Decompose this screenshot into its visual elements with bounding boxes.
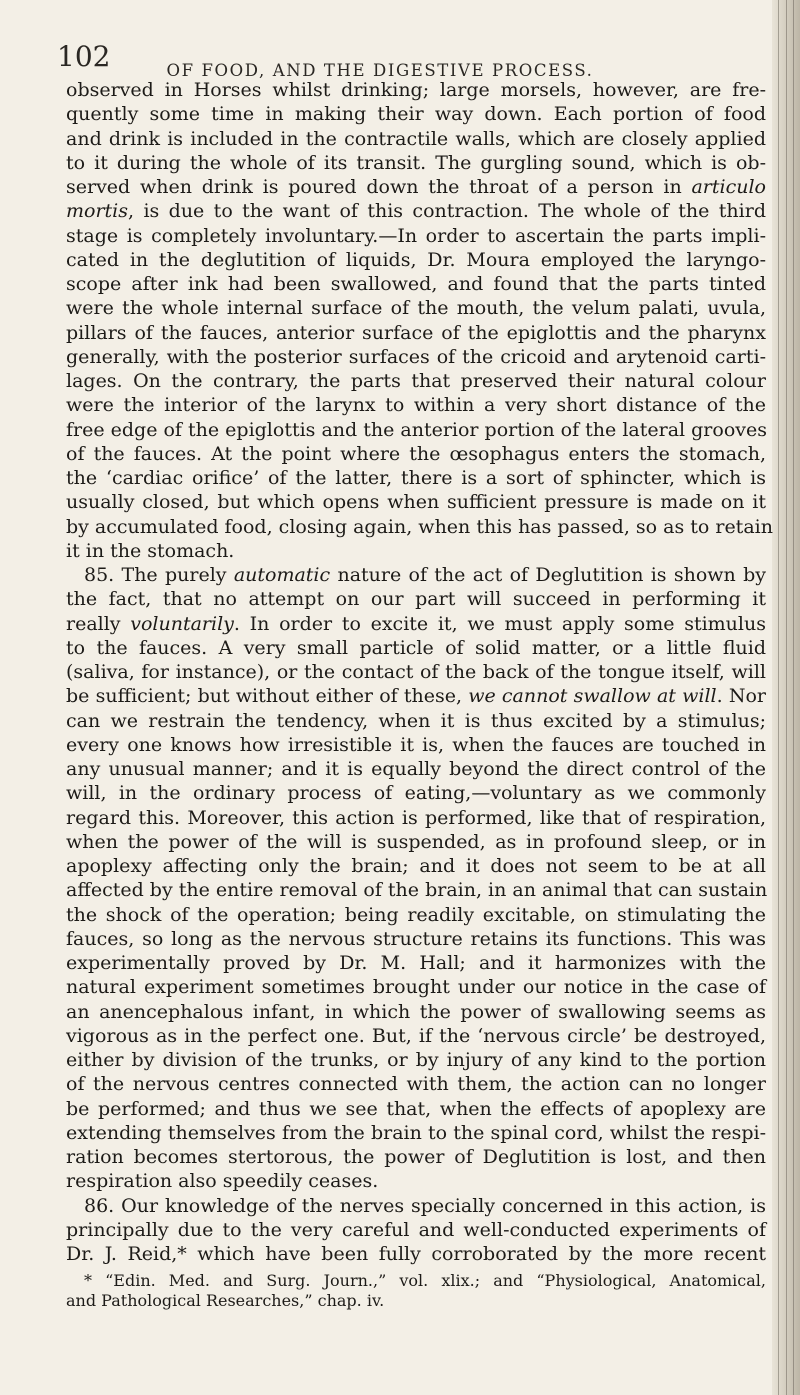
paragraph-85-start: 85. The purely automatic nature of the act of Deglutition is shown by (84, 564, 766, 586)
text-line: every one knows how irresistible it is, when the fauces are touched in (66, 733, 766, 756)
text-line: quently some time in making their way down. Each portion of food (66, 103, 766, 126)
text-line: were the whole internal surface of the mouth, the velum palati, uvula, (66, 297, 766, 320)
text-line: lages. On the contrary, the parts that preserved their natural colour (66, 370, 766, 392)
text-line: an anencephalous infant, in which the power of swallowing seems as (66, 1000, 766, 1023)
text-line: be sufficient; but without either of these, we cannot swallow at will. Nor (66, 685, 766, 708)
body-text (66, 78, 773, 1311)
text-line: free edge of the epiglottis and the anterior portion of the lateral grooves (66, 418, 767, 441)
text-line: generally, with the posterior surfaces of the cricoid and arytenoid carti- (66, 345, 766, 368)
text-line: cated in the deglutition of liquids, Dr. Moura employed the laryngo- (66, 248, 766, 271)
text-line: pillars of the fauces, anterior surface of the epiglottis and the pharynx (66, 321, 766, 344)
text-line: of the fauces. At the point where the œsophagus enters the stomach, (66, 442, 766, 465)
text-line: to it during the whole of its transit. The gurgling sound, which is ob- (66, 151, 766, 174)
text-line: when the power of the will is suspended, as in profound sleep, or in (66, 830, 766, 853)
text-line: and drink is included in the contractile walls, which are closely applied (66, 127, 766, 150)
running-title: OF FOOD, AND THE DIGESTIVE PROCESS. (166, 61, 594, 80)
text-line: really voluntarily. In order to excite it, we must apply some stimulus (66, 612, 766, 635)
text-line: fauces, so long as the nervous structure retains its functions. This was (66, 927, 766, 950)
text-line: principally due to the very careful and well-conducted experiments of (66, 1218, 766, 1241)
text-line: by accumulated food, closing again, when this has passed, so as to retain (66, 515, 773, 538)
footnote-line: * “Edin. Med. and Surg. Journ.,” vol. xlix.; and “Physiological, Anatomical, (84, 1271, 766, 1291)
text-line: usually closed, but which opens when sufficient pressure is made on it (66, 491, 766, 514)
text-line: observed in Horses whilst drinking; large morsels, however, are fre- (66, 79, 766, 101)
text-line: the shock of the operation; being readily excitable, on stimulating the (66, 903, 766, 926)
page-edge-shadow (772, 0, 800, 1395)
text-line: ration becomes stertorous, the power of Deglutition is lost, and then (66, 1146, 766, 1168)
text-line: natural experiment sometimes brought under our notice in the case of (66, 976, 766, 999)
text-line: the ‘cardiac orifice’ of the latter, there is a sort of sphincter, which is (66, 467, 766, 489)
text-line: it in the stomach. (66, 539, 235, 562)
text-line: Dr. J. Reid,* which have been fully corroborated by the more recent (66, 1243, 766, 1265)
page-number: 102 (57, 40, 111, 73)
text-line: regard this. Moreover, this action is performed, like that of respiration, (66, 806, 766, 829)
text-line: affected by the entire removal of the brain, in an animal that can sustain (66, 879, 768, 902)
text-line: apoplexy affecting only the brain; and it does not seem to be at all (66, 855, 766, 877)
page-header (0, 0, 780, 90)
text-line: the fact, that no attempt on our part will succeed in performing it (66, 588, 766, 611)
text-line: (saliva, for instance), or the contact of the back of the tongue itself, will (66, 661, 766, 683)
text-line: scope after ink had been swallowed, and found that the parts tinted (66, 273, 766, 295)
paragraph-86-start: 86. Our knowledge of the nerves specially concerned in this action, is (84, 1194, 766, 1217)
text-line: mortis, is due to the want of this contraction. The whole of the third (66, 200, 766, 223)
footnote-line: and Pathological Researches,” chap. iv. (66, 1291, 385, 1311)
text-line: served when drink is poured down the throat of a person in articulo (66, 176, 766, 198)
text-line: respiration also speedily ceases. (66, 1170, 379, 1193)
text-line: of the nervous centres connected with them, the action can no longer (66, 1073, 766, 1096)
text-line: any unusual manner; and it is equally beyond the direct control of the (66, 758, 766, 780)
text-line: experimentally proved by Dr. M. Hall; and it harmonizes with the (66, 952, 766, 974)
text-line: extending themselves from the brain to the spinal cord, whilst the respi- (66, 1121, 766, 1144)
text-line: stage is completely involuntary.—In order to ascertain the parts impli- (66, 224, 766, 247)
text-line: will, in the ordinary process of eating,—voluntary as we commonly (66, 782, 766, 805)
text-line: can we restrain the tendency, when it is thus excited by a stimulus; (66, 709, 766, 732)
text-line: vigorous as in the perfect one. But, if the ‘nervous circle’ be destroyed, (66, 1024, 766, 1047)
text-line: either by division of the trunks, or by injury of any kind to the portion (66, 1049, 766, 1071)
text-line: be performed; and thus we see that, when the effects of apoplexy are (66, 1097, 766, 1120)
text-line: to the fauces. A very small particle of solid matter, or a little fluid (66, 636, 766, 659)
text-line: were the interior of the larynx to within a very short distance of the (66, 394, 766, 417)
